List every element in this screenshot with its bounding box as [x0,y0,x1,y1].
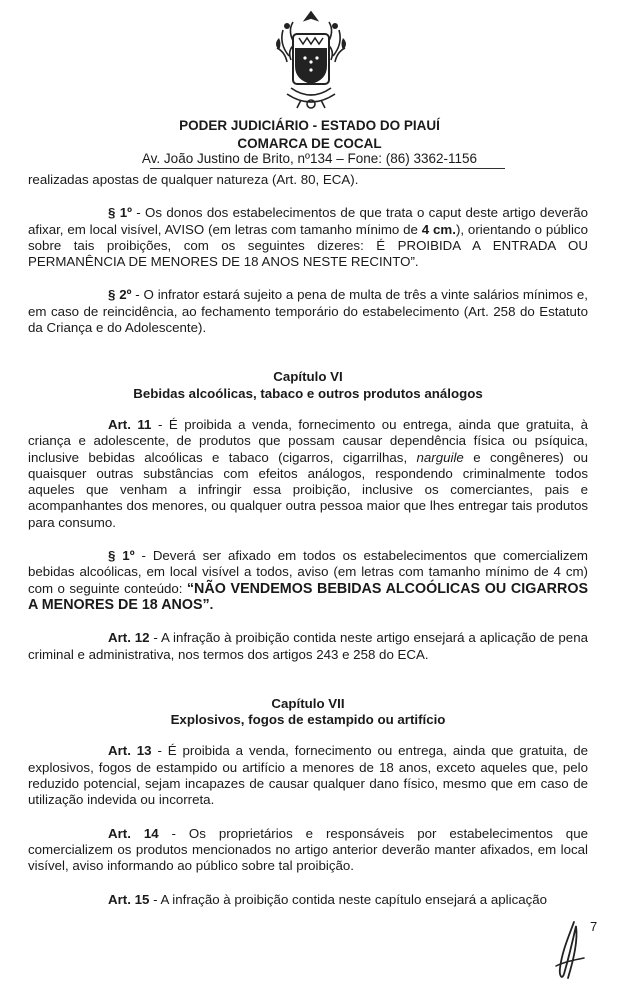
sec2-label: § 2º [108,287,132,303]
art12-label: Art. 12 [108,630,150,646]
page-number: 7 [590,919,598,934]
chapter-6-title: Capítulo VI [273,369,343,385]
document-body [28,172,588,908]
art11-sec1-label: § 1º [108,548,135,564]
paragraph-art11-sec1: § 1º - Deverá ser afixado em todos os estabelecimentos que comercializem bebidas alcoólicas, em local visível a todos, aviso (em letras com tamanho mínimo de 4 cm) com o seguinte conteúdo: “NÃO VENDEMOS BEBIDAS ALCOÓLICAS OU CIGARROS A MENORES DE 18 ANOS”. [28,548,588,613]
sec1-label: § 1º [108,205,132,221]
handwritten-initials-signature [552,918,590,986]
chapter-7-title: Capítulo VII [271,695,345,711]
header-district: COMARCA DE COCAL [237,136,382,151]
paragraph-continuation: realizadas apostas de qualquer natureza (Art. 80, ECA). [28,172,359,187]
art15-label: Art. 15 [108,891,150,907]
header-address: Av. João Justino de Brito, nº134 – Fone: (86) 3362-1156 [141,151,478,166]
header-court-name: PODER JUDICIÁRIO - ESTADO DO PIAUÍ [179,118,440,133]
paragraph-art14: Art. 14 - Os proprietários e responsáveis por estabelecimentos que comercializem os produtos mencionados no artigo anterior deverão manter afixados, em local visível, aviso informando ao público sobre tal proibição. [28,825,588,874]
art14-label: Art. 14 [108,825,159,841]
paragraph-art15: Art. 15 - A infração à proibição contida neste capítulo ensejará a aplicação [108,891,548,907]
chapter-7-subtitle: Explosivos, fogos de estampido ou artifício [170,712,446,728]
art13-label: Art. 13 [108,743,152,759]
paragraph-art11: Art. 11 - É proibida a venda, fornecimento ou entrega, ainda que gratuita, à criança e adolescente, de produtos que possam causar dependência física ou psíquica, inclusive bebidas alcoólicas e tabaco (cigarros, cigarrilhas, narguile e congêneres) ou quaisquer outras substâncias com efeitos análogos, respondendo criminalmente todos aqueles que venham a infringir essa proibição, inclusive os comerciantes, pais e acompanhantes dos menores, ou qualquer outra pessoa maior que lhes entregar tais produtos para consumo. [28,416,589,530]
coat-of-arms-emblem [265,8,357,112]
chapter-6-subtitle: Bebidas alcoólicas, tabaco e outros produtos análogos [133,385,483,401]
paragraph-art12: Art. 12 - A infração à proibição contida neste artigo ensejará a aplicação de pena criminal e administrativa, nos termos dos artigos 243 e 258 do ECA. [28,630,588,662]
art11-label: Art. 11 [108,416,152,432]
paragraph-sec2: § 2º - O infrator estará sujeito a pena de multa de três a vinte salários mínimos e, em caso de reincidência, ao fechamento temporário do estabelecimento (Art. 258 do Estatuto da Criança e do Adolescente). [28,287,588,336]
paragraph-art13: Art. 13 - É proibida a venda, fornecimento ou entrega, ainda que gratuita, de explosivos, fogos de estampido ou artifício a menores de 18 anos, exceto aqueles que, pelo reduzido potencial, sejam incapazes de causar qualquer dano físico, mesmo que em caso de utilização indevida ou incorreta. [28,743,589,808]
paragraph-sec1: § 1º - Os donos dos estabelecimentos de que trata o caput deste artigo deverão afixar, em local visível, AVISO (em letras com tamanho mínimo de 4 cm.), orientando o público sobre tais proibições, com os seguintes dizeres: É PROIBIDA A ENTRADA OU PERMANÊNCIA DE MENORES DE 18 ANOS NESTE RECINTO”. [28,205,588,270]
header-divider [150,168,505,169]
